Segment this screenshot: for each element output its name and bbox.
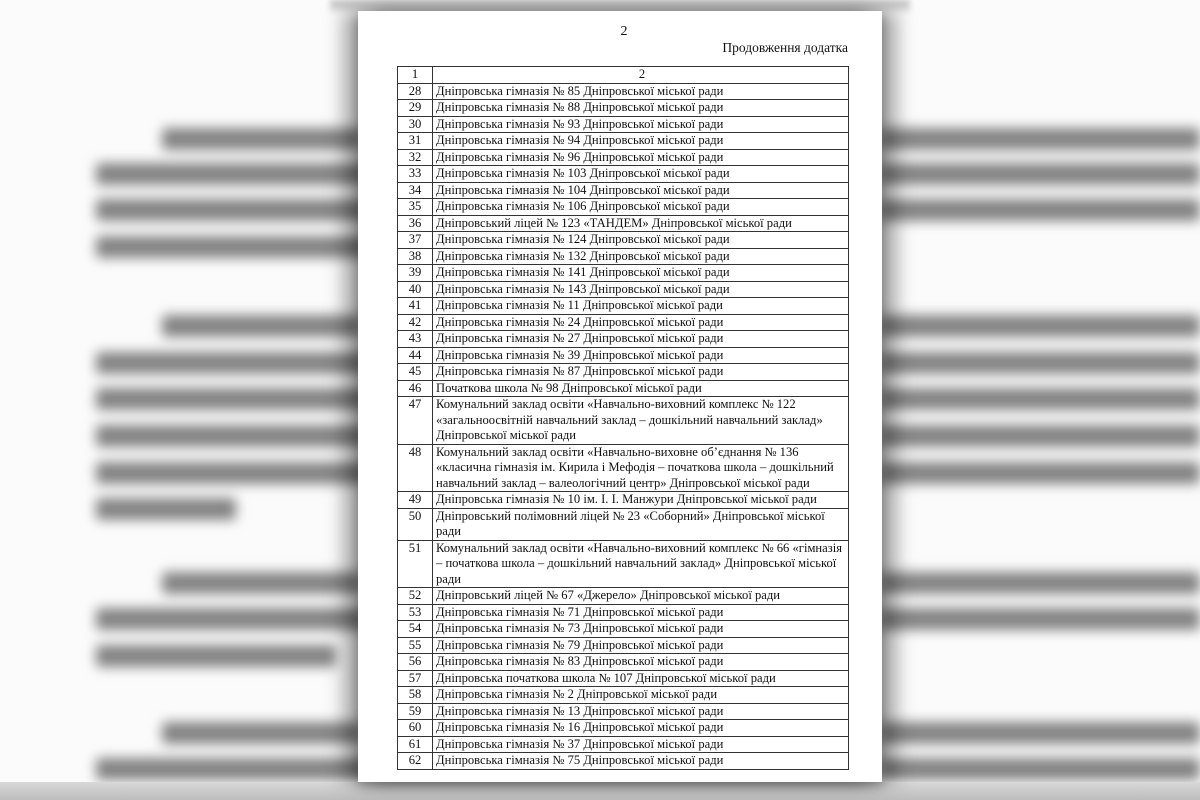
table-row <box>398 397 849 445</box>
table-row <box>398 314 849 331</box>
table-row <box>398 281 849 298</box>
table-row <box>398 604 849 621</box>
institution-name: Дніпровська гімназія № 71 Дніпровської міської ради <box>433 604 849 621</box>
institution-name: Початкова школа № 98 Дніпровської міської ради <box>433 380 849 397</box>
table-row <box>398 540 849 588</box>
table-row <box>398 720 849 737</box>
table-row <box>398 298 849 315</box>
institution-name: Дніпровська гімназія № 16 Дніпровської міської ради <box>433 720 849 737</box>
table-row <box>398 116 849 133</box>
row-number: 54 <box>398 621 433 638</box>
institution-name: Дніпровська гімназія № 11 Дніпровської міської ради <box>433 298 849 315</box>
row-number: 55 <box>398 637 433 654</box>
row-number: 33 <box>398 166 433 183</box>
institution-name: Комунальний заклад освіти «Навчально-виховний комплекс № 122 «загальноосвітній навчальний заклад – дошкільний навчальний заклад» Дніпровської міської ради <box>433 397 849 445</box>
row-number: 59 <box>398 703 433 720</box>
institution-name: Дніпровська гімназія № 37 Дніпровської міської ради <box>433 736 849 753</box>
table-row <box>398 199 849 216</box>
row-number: 28 <box>398 83 433 100</box>
row-number: 38 <box>398 248 433 265</box>
institution-name: Дніпровська гімназія № 106 Дніпровської міської ради <box>433 199 849 216</box>
institution-name: Дніпровська гімназія № 96 Дніпровської міської ради <box>433 149 849 166</box>
table-row <box>398 265 849 282</box>
institution-name: Дніпровська гімназія № 141 Дніпровської міської ради <box>433 265 849 282</box>
row-number: 46 <box>398 380 433 397</box>
institution-name: Дніпровська гімназія № 93 Дніпровської міської ради <box>433 116 849 133</box>
document-page <box>358 11 882 782</box>
row-number: 36 <box>398 215 433 232</box>
institution-name: Дніпровська гімназія № 87 Дніпровської міської ради <box>433 364 849 381</box>
row-number: 52 <box>398 588 433 605</box>
table-row <box>398 736 849 753</box>
row-number: 29 <box>398 100 433 117</box>
institution-name: Дніпровська гімназія № 94 Дніпровської міської ради <box>433 133 849 150</box>
row-number: 57 <box>398 670 433 687</box>
page-number <box>358 24 882 40</box>
row-number: 34 <box>398 182 433 199</box>
institution-name: Дніпровська гімназія № 85 Дніпровської міської ради <box>433 83 849 100</box>
row-number: 42 <box>398 314 433 331</box>
table-row <box>398 637 849 654</box>
row-number: 35 <box>398 199 433 216</box>
table-row <box>398 83 849 100</box>
row-number: 32 <box>398 149 433 166</box>
table-row <box>398 670 849 687</box>
row-number: 41 <box>398 298 433 315</box>
table-row <box>398 588 849 605</box>
row-number: 58 <box>398 687 433 704</box>
column-header-name: 2 <box>433 67 849 84</box>
row-number: 31 <box>398 133 433 150</box>
background-shadow-bottom <box>0 782 1200 800</box>
row-number: 53 <box>398 604 433 621</box>
table-row <box>398 687 849 704</box>
row-number: 39 <box>398 265 433 282</box>
institution-name: Дніпровський ліцей № 123 «ТАНДЕМ» Дніпровської міської ради <box>433 215 849 232</box>
institution-name: Дніпровська гімназія № 132 Дніпровської міської ради <box>433 248 849 265</box>
row-number: 60 <box>398 720 433 737</box>
institution-name: Комунальний заклад освіти «Навчально-виховний комплекс № 66 «гімназія – початкова школа – дошкільний навчальний заклад» Дніпровської міської ради <box>433 540 849 588</box>
row-number: 30 <box>398 116 433 133</box>
institution-name: Дніпровський ліцей № 67 «Джерело» Дніпровської міської ради <box>433 588 849 605</box>
table-row <box>398 492 849 509</box>
row-number: 56 <box>398 654 433 671</box>
row-number: 43 <box>398 331 433 348</box>
institution-name: Дніпровська гімназія № 75 Дніпровської міської ради <box>433 753 849 770</box>
institutions-table <box>397 66 849 770</box>
table-row <box>398 753 849 770</box>
table-row <box>398 149 849 166</box>
institution-name: Дніпровська гімназія № 104 Дніпровської міської ради <box>433 182 849 199</box>
table-row <box>398 182 849 199</box>
row-number: 51 <box>398 540 433 588</box>
table-row <box>398 133 849 150</box>
institution-name: Дніпровська гімназія № 73 Дніпровської міської ради <box>433 621 849 638</box>
institution-name: Комунальний заклад освіти «Навчально-виховне об’єднання № 136 «класична гімназія ім. Кирила і Мефодія – початкова школа – дошкільний навчальний заклад – валеологічний центр» Дніпровської міської ради <box>433 444 849 492</box>
institution-name: Дніпровська гімназія № 24 Дніпровської міської ради <box>433 314 849 331</box>
row-number: 49 <box>398 492 433 509</box>
table-row <box>398 364 849 381</box>
table-row <box>398 100 849 117</box>
column-header-number: 1 <box>398 67 433 84</box>
row-number: 61 <box>398 736 433 753</box>
table-row <box>398 331 849 348</box>
page-subtitle: Продовження додатка <box>722 40 848 55</box>
table-row <box>398 248 849 265</box>
row-number: 48 <box>398 444 433 492</box>
row-number: 44 <box>398 347 433 364</box>
institution-name: Дніпровська початкова школа № 107 Дніпровської міської ради <box>433 670 849 687</box>
table-row <box>398 380 849 397</box>
table-row <box>398 215 849 232</box>
row-number: 62 <box>398 753 433 770</box>
row-number: 47 <box>398 397 433 445</box>
institution-name: Дніпровська гімназія № 103 Дніпровської міської ради <box>433 166 849 183</box>
institution-name: Дніпровська гімназія № 124 Дніпровської міської ради <box>433 232 849 249</box>
institution-name: Дніпровська гімназія № 27 Дніпровської міської ради <box>433 331 849 348</box>
table-row <box>398 703 849 720</box>
institution-name: Дніпровська гімназія № 2 Дніпровської міської ради <box>433 687 849 704</box>
table-body <box>398 83 849 769</box>
table-row <box>398 232 849 249</box>
institution-name: Дніпровська гімназія № 13 Дніпровської міської ради <box>433 703 849 720</box>
page-number-text: 2 <box>620 24 628 39</box>
row-number: 50 <box>398 508 433 540</box>
table-row <box>398 621 849 638</box>
institution-name: Дніпровська гімназія № 143 Дніпровської міської ради <box>433 281 849 298</box>
row-number: 45 <box>398 364 433 381</box>
table-header-row <box>398 67 849 84</box>
institution-name: Дніпровська гімназія № 79 Дніпровської міської ради <box>433 637 849 654</box>
table-row <box>398 166 849 183</box>
institution-name: Дніпровська гімназія № 83 Дніпровської міської ради <box>433 654 849 671</box>
institution-name: Дніпровська гімназія № 10 ім. І. І. Манжури Дніпровської міської ради <box>433 492 849 509</box>
institution-name: Дніпровська гімназія № 39 Дніпровської міської ради <box>433 347 849 364</box>
table-row <box>398 508 849 540</box>
institution-name: Дніпровський полімовний ліцей № 23 «Соборний» Дніпровської міської ради <box>433 508 849 540</box>
table-row <box>398 654 849 671</box>
table-row <box>398 444 849 492</box>
row-number: 37 <box>398 232 433 249</box>
row-number: 40 <box>398 281 433 298</box>
institution-name: Дніпровська гімназія № 88 Дніпровської міської ради <box>433 100 849 117</box>
table-row <box>398 347 849 364</box>
